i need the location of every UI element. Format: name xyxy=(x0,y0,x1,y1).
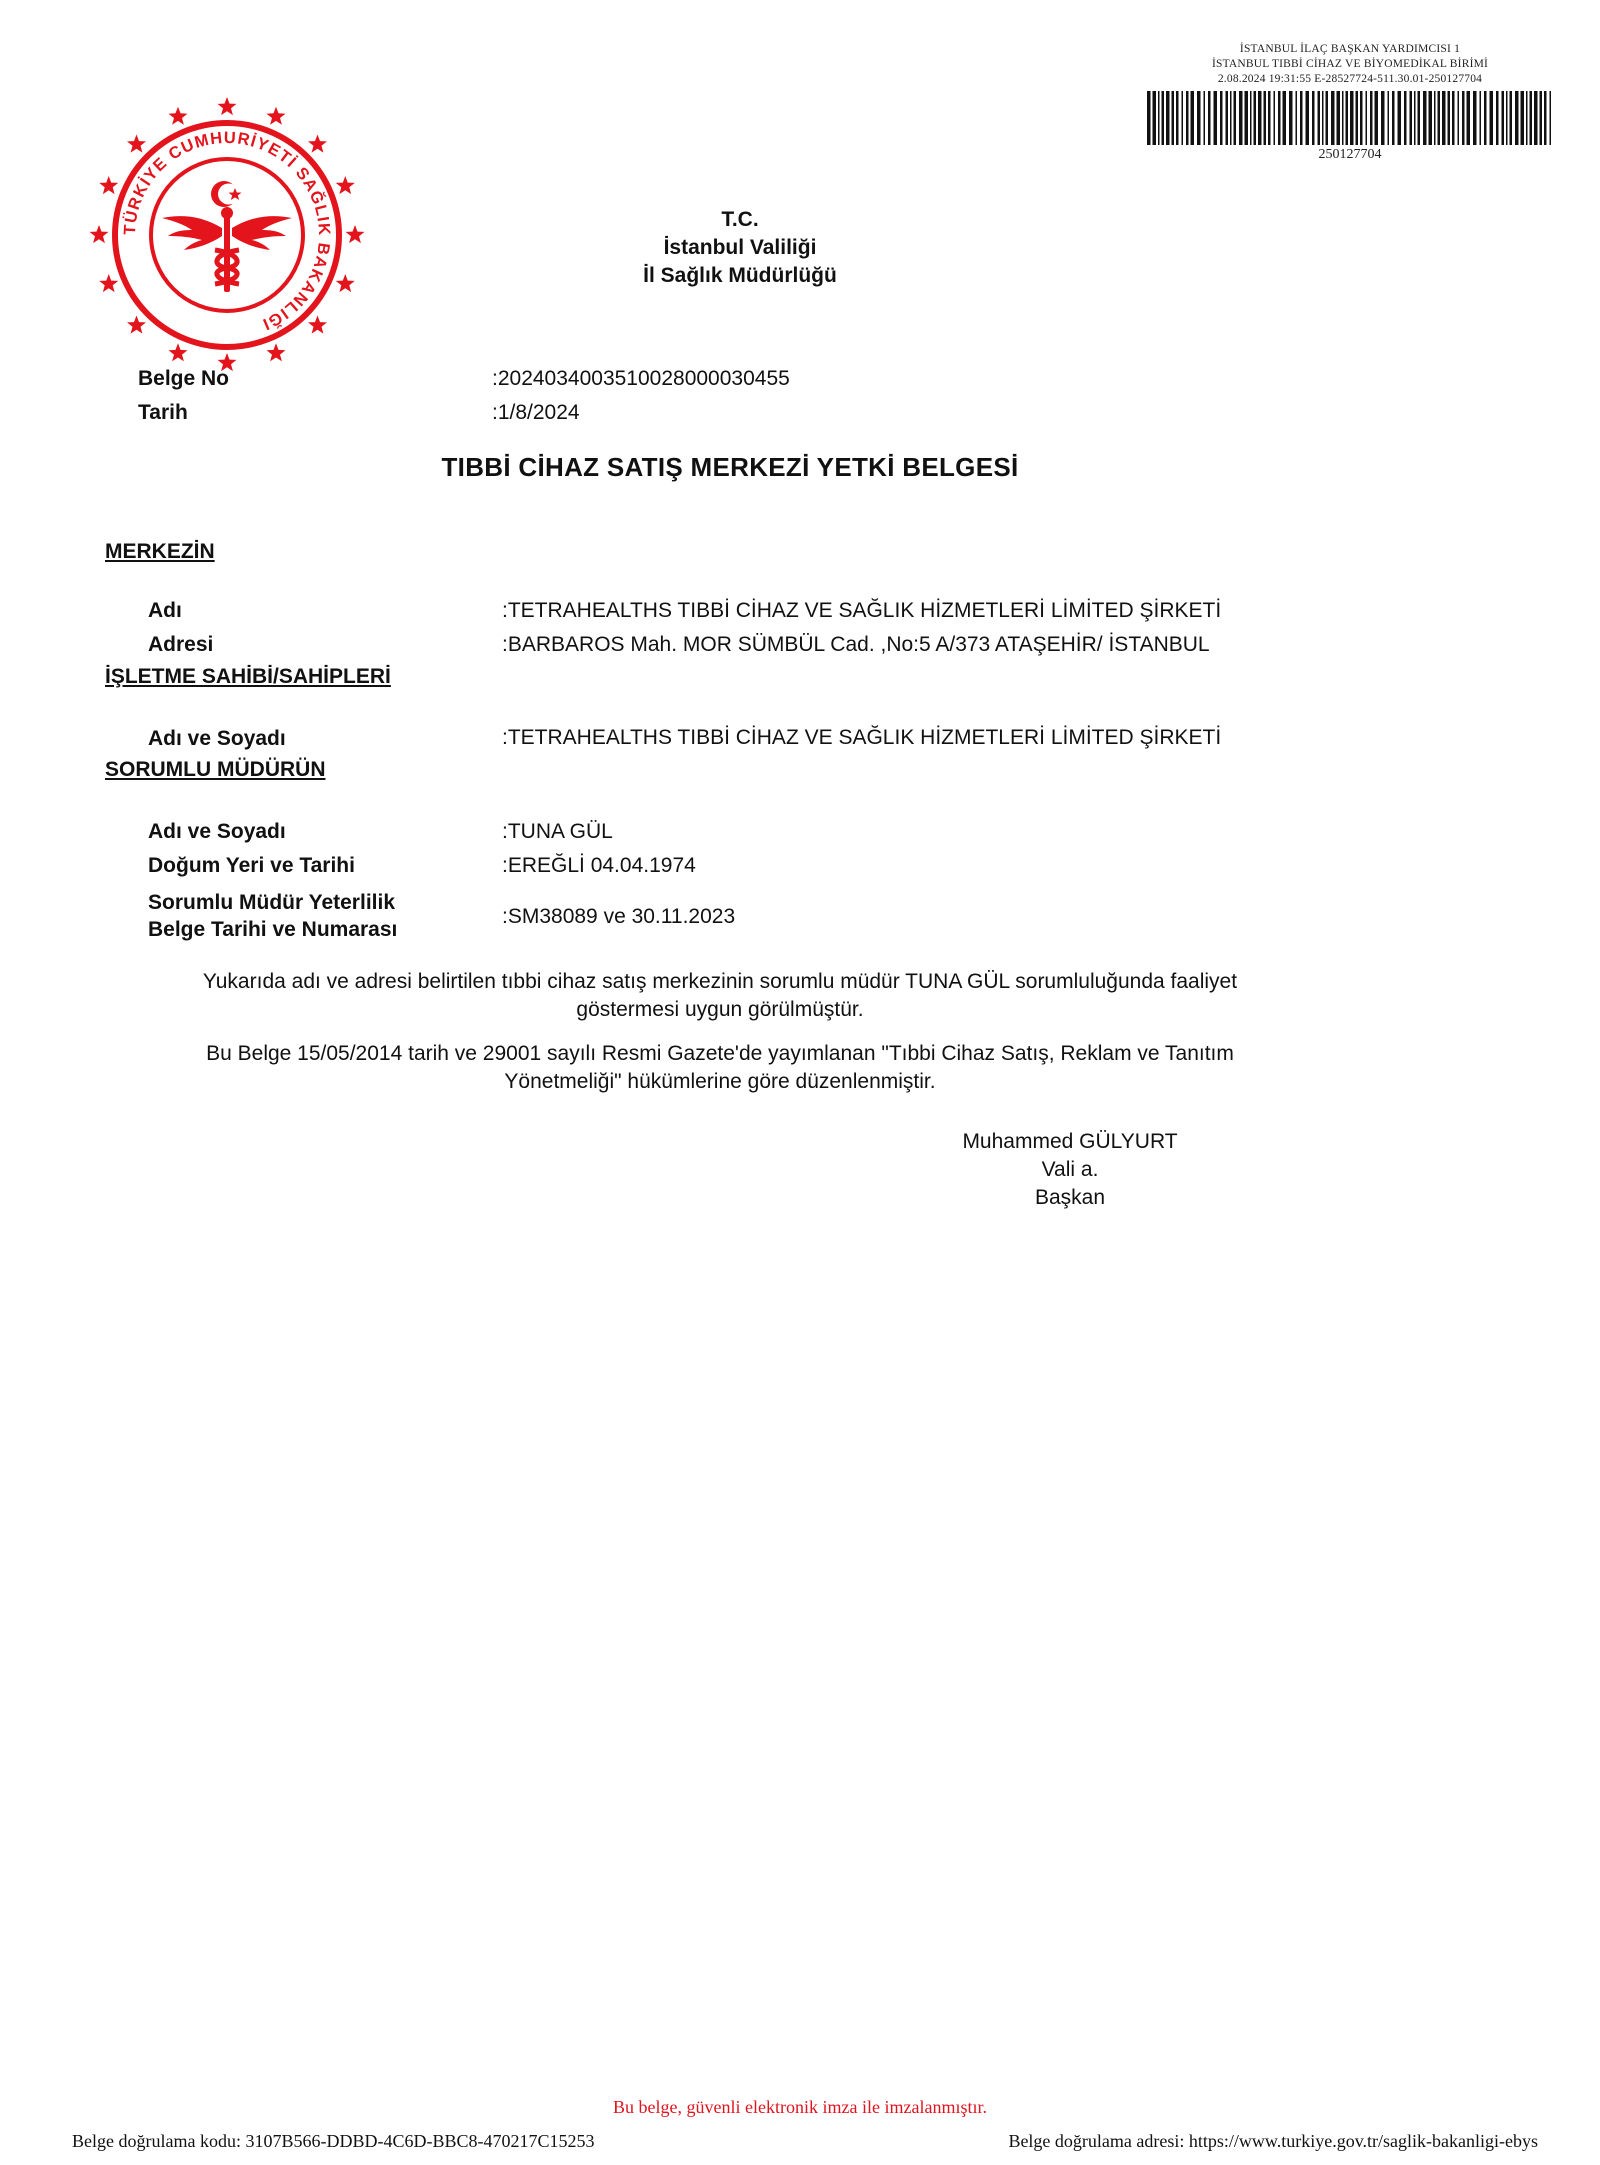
isletme-adi-soyadi-value: :TETRAHEALTHS TIBBİ CİHAZ VE SAĞLIK HİZMETLERİ LİMİTED ŞİRKETİ xyxy=(502,726,1222,749)
barcode-bar xyxy=(1506,91,1508,145)
barcode-bar xyxy=(1191,91,1195,145)
barcode-bar xyxy=(1250,91,1252,145)
dogum-label: Doğum Yeri ve Tarihi xyxy=(148,854,355,877)
barcode-bar xyxy=(1438,91,1441,145)
barcode-bar xyxy=(1521,91,1525,145)
barcode-bar xyxy=(1153,91,1157,145)
header-tc: T.C. xyxy=(721,208,759,231)
barcode-bar xyxy=(1392,91,1395,145)
merkez-adresi-value: :BARBAROS Mah. MOR SÜMBÜL Cad. ,No:5 A/373 ATAŞEHİR/ İSTANBUL xyxy=(502,633,1210,656)
barcode-bar xyxy=(1418,91,1421,145)
barcode-bar xyxy=(1410,91,1413,145)
signatory-title-1: Vali a. xyxy=(1041,1158,1099,1181)
stamp-line-1: İSTANBUL İLAÇ BAŞKAN YARDIMCISI 1 xyxy=(1239,43,1461,55)
logo-star xyxy=(267,343,286,361)
barcode-bar xyxy=(1398,91,1402,145)
logo-star xyxy=(127,135,146,153)
barcode-bar xyxy=(1230,91,1232,145)
regulation-line-1: Bu Belge 15/05/2014 tarih ve 29001 sayılı Resmi Gazete'de yayımlanan "Tıbbi Cihaz Satış, Reklam ve Tanıtım xyxy=(206,1042,1234,1065)
barcode-bar xyxy=(1186,91,1189,145)
logo-star xyxy=(218,97,237,115)
barcode-bar xyxy=(1414,91,1416,145)
approval-line-2: göstermesi uygun görülmüştür. xyxy=(576,998,864,1021)
barcode-bar xyxy=(1534,91,1538,145)
barcode-bar xyxy=(1264,91,1267,145)
barcode-bar xyxy=(1214,91,1218,145)
isletme-adi-soyadi-label: Adı ve Soyadı xyxy=(148,727,286,750)
barcode-bar xyxy=(1296,91,1298,145)
header-valilik: İstanbul Valiliği xyxy=(663,236,817,259)
barcode-bar xyxy=(1530,91,1533,145)
belge-no-value: :2024034003510028000030455 xyxy=(492,367,790,390)
barcode-bar xyxy=(1197,91,1201,145)
signature-block xyxy=(930,1128,1210,1212)
header-mudurluk: İl Sağlık Müdürlüğü xyxy=(643,264,837,287)
logo-star xyxy=(169,343,188,361)
e-signature-note: Bu belge, güvenli elektronik imza ile imzalanmıştır. xyxy=(613,2097,987,2117)
barcode-bar xyxy=(1510,91,1513,145)
barcode-bar xyxy=(1220,91,1223,145)
barcode-bar xyxy=(1172,91,1175,145)
barcode-bar xyxy=(1300,91,1303,145)
barcode-bar xyxy=(1208,91,1211,145)
barcode-bar xyxy=(1331,91,1335,145)
barcode-bar xyxy=(1404,91,1407,145)
merkez-adi-value: :TETRAHEALTHS TIBBİ CİHAZ VE SAĞLIK HİZMETLERİ LİMİTED ŞİRKETİ xyxy=(502,599,1222,622)
barcode-bar xyxy=(1342,91,1344,145)
merkez-adi-label: Adı xyxy=(148,599,182,622)
barcode-bar xyxy=(1480,91,1482,145)
barcode-bar xyxy=(1388,91,1390,145)
tarih-label: Tarih xyxy=(138,401,188,424)
barcode-bar xyxy=(1370,91,1373,145)
barcode-bar xyxy=(1540,91,1543,145)
barcode-bar xyxy=(1245,91,1249,145)
stamp-line-2: İSTANBUL TIBBİ CİHAZ VE BİYOMEDİKAL BİRİMİ xyxy=(1211,58,1489,70)
barcode-bar xyxy=(1360,91,1363,145)
logo-star xyxy=(127,316,146,334)
barcode-bar xyxy=(1526,91,1528,145)
barcode-bar xyxy=(1442,91,1446,145)
barcode-bar xyxy=(1254,91,1257,145)
barcode-bar xyxy=(1289,91,1293,145)
logo-star xyxy=(336,274,355,292)
barcode-bar xyxy=(1473,91,1477,145)
barcode-bar xyxy=(1484,91,1487,145)
sorumlu-heading: SORUMLU MÜDÜRÜN xyxy=(105,758,326,781)
sorumlu-adi-soyadi-label: Adı ve Soyadı xyxy=(148,820,286,843)
barcode-bar xyxy=(1490,91,1494,145)
logo-text: TÜRKİYE CUMHURİYETİ SAĞLIK BAKANLIĞI xyxy=(120,128,334,334)
logo-star xyxy=(308,135,327,153)
logo-star xyxy=(90,225,109,243)
isletme-heading: İŞLETME SAHİBİ/SAHİPLERİ xyxy=(105,665,391,688)
dogum-value: :EREĞLİ 04.04.1974 xyxy=(502,854,696,877)
barcode-bar xyxy=(1434,91,1436,145)
barcode-bar xyxy=(1375,91,1379,145)
barcode-bar xyxy=(1448,91,1451,145)
barcode-bar xyxy=(1234,91,1237,145)
barcode-bar xyxy=(1274,91,1276,145)
barcode-bar xyxy=(1462,91,1465,145)
barcode-icon xyxy=(1145,91,1555,145)
barcode-bar xyxy=(1366,91,1368,145)
barcode-bar xyxy=(1467,91,1471,145)
barcode-bar xyxy=(1268,91,1271,145)
approval-paragraph xyxy=(90,968,1350,1024)
institution-header xyxy=(560,206,920,290)
belge-no-label: Belge No xyxy=(138,367,230,390)
signatory-title-2: Başkan xyxy=(1034,1186,1106,1209)
stamp-line-3: 2.08.2024 19:31:55 E-28527724-511.30.01-250127704 xyxy=(1217,73,1483,85)
regulation-line-2: Yönetmeliği" hükümlerine göre düzenlenmiştir. xyxy=(504,1070,936,1093)
barcode-bar xyxy=(1322,91,1324,145)
document-title: TIBBİ CİHAZ SATIŞ MERKEZİ YETKİ BELGESİ xyxy=(441,452,1019,482)
ministry-of-health-logo xyxy=(82,90,372,380)
barcode-bar xyxy=(1226,91,1229,145)
logo-star xyxy=(99,274,118,292)
barcode-bar xyxy=(1337,91,1341,145)
barcode-bar xyxy=(1283,91,1287,145)
logo-star xyxy=(346,225,365,243)
barcode-bar xyxy=(1429,91,1433,145)
barcode-bar xyxy=(1162,91,1165,145)
barcode-bar xyxy=(1550,91,1552,145)
barcode-bar xyxy=(1326,91,1329,145)
logo-star xyxy=(99,176,118,194)
barcode-bar xyxy=(1496,91,1499,145)
barcode-bar xyxy=(1147,91,1151,145)
regulation-paragraph xyxy=(90,1040,1350,1096)
yeterlilik-label-line-1: Sorumlu Müdür Yeterlilik xyxy=(148,891,395,914)
barcode-bar xyxy=(1176,91,1179,145)
barcode-number: 250127704 xyxy=(1318,147,1382,162)
yeterlilik-label-line-2: Belge Tarihi ve Numarası xyxy=(148,918,398,941)
barcode-bar xyxy=(1182,91,1184,145)
barcode-bar xyxy=(1350,91,1354,145)
barcode-bar xyxy=(1423,91,1427,145)
barcode-bar xyxy=(1356,91,1359,145)
barcode-bar xyxy=(1158,91,1160,145)
approval-line-1: Yukarıda adı ve adresi belirtilen tıbbi cihaz satış merkezinin sorumlu müdür TUNA GÜL sorumluluğunda faaliyet xyxy=(202,970,1238,993)
barcode-bar xyxy=(1278,91,1281,145)
barcode-bar xyxy=(1318,91,1321,145)
verification-code: Belge doğrulama kodu: 3107B566-DDBD-4C6D-BBC8-470217C15253 xyxy=(72,2131,595,2151)
barcode-bar xyxy=(1502,91,1505,145)
barcode-bar xyxy=(1204,91,1206,145)
barcode-bar xyxy=(1346,91,1349,145)
yeterlilik-value: :SM38089 ve 30.11.2023 xyxy=(502,905,736,928)
barcode-bar xyxy=(1166,91,1170,145)
barcode-bar xyxy=(1239,91,1243,145)
logo-star xyxy=(336,176,355,194)
logo-star xyxy=(267,107,286,125)
barcode-bar xyxy=(1515,91,1519,145)
barcode-bar xyxy=(1381,91,1385,145)
crescent-star-icon xyxy=(211,181,242,207)
tarih-value: :1/8/2024 xyxy=(492,401,580,424)
signatory-name: Muhammed GÜLYURT xyxy=(962,1130,1178,1153)
barcode-bar xyxy=(1306,91,1310,145)
barcode-bar xyxy=(1544,91,1547,145)
logo-star xyxy=(308,316,327,334)
verification-address[interactable]: Belge doğrulama adresi: https://www.turkiye.gov.tr/saglik-bakanligi-ebys xyxy=(1008,2131,1538,2151)
e-signature-stamp xyxy=(1130,42,1570,163)
merkezin-heading: MERKEZİN xyxy=(105,540,215,563)
caduceus-icon xyxy=(162,207,292,292)
barcode-bar xyxy=(1458,91,1460,145)
sorumlu-adi-soyadi-value: :TUNA GÜL xyxy=(502,820,613,843)
barcode-bar xyxy=(1312,91,1315,145)
barcode-bar xyxy=(1452,91,1455,145)
logo-star xyxy=(169,107,188,125)
barcode-bar xyxy=(1258,91,1262,145)
yeterlilik-label xyxy=(148,889,397,943)
merkez-adresi-label: Adresi xyxy=(148,633,214,656)
